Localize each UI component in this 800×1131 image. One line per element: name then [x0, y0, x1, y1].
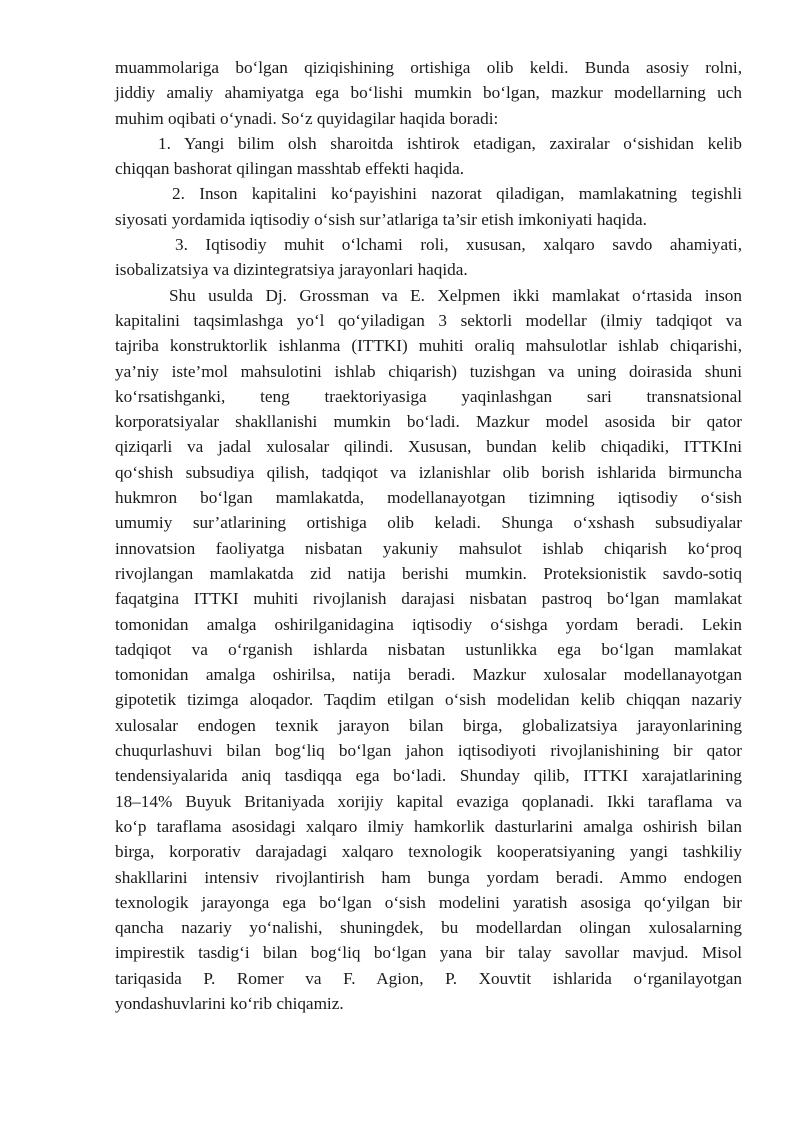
text-line: muammolariga bo‘lgan qiziqishining ortishiga olib keldi. Bunda asosiy rolni, [115, 58, 742, 77]
paragraph-main [115, 283, 742, 1017]
text-line: tadqiqot va o‘rganish ishlarda nisbatan ustunlikka ega bo‘lgan mamlakat [115, 639, 742, 659]
list-item-2 [115, 181, 742, 232]
text-line: 1. Yangi bilim olsh sharoitda ishtirok etadigan, zaxiralar o‘sishidan kelib [158, 133, 742, 153]
text-line: siyosati yordamida iqtisodiy o‘sish sur’atlariga ta’sir etish imkoniyati haqida. [115, 209, 647, 229]
document-page [115, 55, 742, 1016]
text-line: tendensiyalarida aniq tasdiqqa ega bo‘ladi. Shunday qilib, ITTKI xarajatlarining [115, 766, 742, 786]
text-line: ko‘p taraflama asosidagi xalqaro ilmiy hamkorlik dasturlarini amalga oshirish bilan [115, 816, 742, 836]
text-line: texnologik jarayonga ega bo‘lgan o‘sish modelini yaratish asosiga qo‘yilgan bir [115, 892, 742, 912]
text-line: innovatsion faoliyatga nisbatan yakuniy mahsulot ishlab chiqarish ko‘proq [115, 538, 742, 558]
text-line: hukmron bo‘lgan mamlakatda, modellanayotgan tizimning iqtisodiy o‘sish [115, 488, 742, 508]
text-line: umumiy sur’atlarining ortishiga olib keladi. Shunga o‘xshash subsudiyalar [115, 513, 742, 533]
text-line: tomonidan amalga oshirilsa, natija beradi. Mazkur xulosalar modellanayotgan [115, 665, 742, 685]
text-line: 2. Inson kapitalini ko‘payishini nazorat qiladigan, mamlakatning tegishli [172, 184, 742, 204]
text-line: kapitalini taqsimlashga yo‘l qo‘yiladigan 3 sektorli modellar (ilmiy tadqiqot va [115, 310, 742, 330]
text-line: ya’niy iste’mol mahsulotini ishlab chiqarish) tuzishgan va uning doirasida shuni [115, 361, 742, 381]
list-item-3 [115, 232, 742, 283]
text-line: xulosalar endogen texnik jarayon bilan birga, globalizatsiya jarayonlarining [115, 715, 742, 735]
text-line: shakllarini intensiv rivojlantirish ham bunga yordam beradi. Ammo endogen [115, 867, 742, 887]
text-line: ko‘rsatishganki, teng traektoriyasiga yaqinlashgan sari transnatsional [115, 386, 742, 406]
text-line: qo‘shish subsudiya qilish, tadqiqot va izlanishlar olib borish ishlarida birmuncha [115, 462, 742, 482]
text-line: gipotetik tizimga aloqador. Taqdim etilgan o‘sish modelidan kelib chiqqan nazariy [115, 690, 742, 710]
text-line: tajriba konstruktorlik ishlanma (ITTKI) muhiti oraliq mahsulotlar ishlab chiqarishi, [115, 336, 742, 356]
text-line: faqatgina ITTKI muhiti rivojlanish darajasi nisbatan pastroq bo‘lgan mamlakat [115, 589, 742, 609]
text-line: qiziqarli va jadal xulosalar qilindi. Xususan, bundan kelib chiqadiki, ITTKIni [115, 437, 742, 457]
text-line: tariqasida P. Romer va F. Agion, P. Xouvtit ishlarida o‘rganilayotgan [115, 968, 742, 988]
text-line: isobalizatsiya va dizintegratsiya jarayonlari haqida. [115, 260, 468, 280]
paragraph-intro [115, 55, 742, 131]
text-line: tomonidan amalga oshirilganidagina iqtisodiy o‘sishga yordam beradi. Lekin [115, 614, 742, 634]
text-line: chiqqan bashorat qilingan masshtab effekti haqida. [115, 159, 465, 179]
text-line: 18–14% Buyuk Britaniyada xorijiy kapital evaziga qoplanadi. Ikki taraflama va [115, 791, 742, 811]
text-line: 3. Iqtisodiy muhit o‘lchami roli, xususan, xalqaro savdo ahamiyati, [175, 235, 742, 255]
list-item-1 [115, 131, 742, 182]
text-line: chuqurlashuvi bilan bog‘liq bo‘lgan jahon iqtisodiyoti rivojlanishining bir qator [115, 741, 742, 761]
text-line: qancha nazariy yo‘nalishi, shuningdek, bu modellardan olingan xulosalarning [115, 918, 742, 938]
text-line: rivojlangan mamlakatda zid natija berishi mumkin. Proteksionistik savdo-sotiq [115, 563, 742, 583]
text-line: Shu usulda Dj. Grossman va E. Xelpmen ikki mamlakat o‘rtasida inson [169, 285, 742, 305]
text-line: impirestik tasdig‘i bilan bog‘liq bo‘lgan yana bir talay savollar mavjud. Misol [115, 943, 742, 963]
text-line: korporatsiyalar shakllanishi mumkin bo‘ladi. Mazkur model asosida bir qator [115, 412, 742, 432]
text-line: jiddiy amaliy ahamiyatga ega bo‘lishi mumkin bo‘lgan, mazkur modellarning uch [115, 83, 742, 103]
text-line: muhim oqibati o‘ynadi. So‘z quyidagilar haqida boradi: [115, 108, 499, 128]
text-line: yondashuvlarini ko‘rib chiqamiz. [115, 993, 344, 1013]
text-line: birga, korporativ darajadagi xalqaro texnologik kooperatsiyaning yangi tashkiliy [115, 842, 742, 862]
